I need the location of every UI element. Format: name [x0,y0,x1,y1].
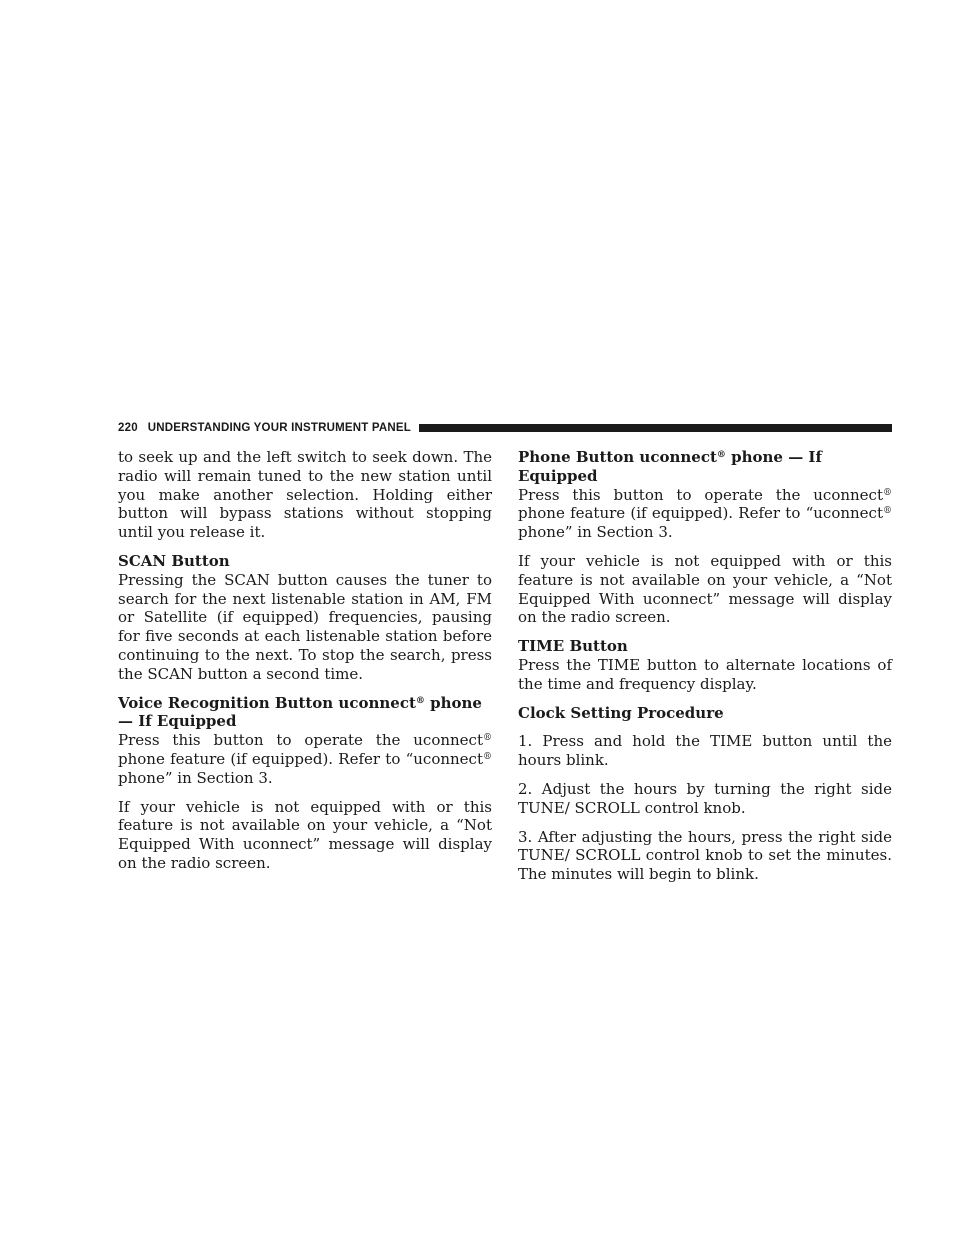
page-number: 220 [118,422,138,434]
time-paragraph: Press the TIME button to alternate locations of the time and frequency display. [518,655,892,693]
section-title: UNDERSTANDING YOUR INSTRUMENT PANEL [147,422,411,434]
scan-paragraph: Pressing the SCAN button causes the tuner to search for the next listenable station in AM, FM or Satellite (if equipped) frequencies, pausing for five seconds at each listenable station before continuing to the next. To stop the search, press the SCAN button a second time. [118,570,492,683]
intro-paragraph: to seek up and the left switch to seek down. The radio will remain tuned to the new station until you make another selection. Holding either button will bypass stations without stopping until you release it. [118,448,492,542]
header-rule [419,424,892,432]
voice-paragraph: Press this button to operate the uconnect® phone feature (if equipped). Refer to “uconnect® phone” in Section 3. [118,731,492,787]
right-column [518,448,892,894]
scan-heading: SCAN Button [118,551,230,570]
voice-heading: Voice Recognition Button uconnect® phone — If Equipped [118,693,482,731]
phone-paragraph: Press this button to operate the uconnect® phone feature (if equipped). Refer to “uconnect® phone” in Section 3. [518,485,892,542]
clock-heading: Clock Setting Procedure [518,703,724,722]
phone-heading: Phone Button uconnect® phone — If Equipped [518,448,822,485]
page-header [118,419,892,437]
clock-step-1: 1. Press and hold the TIME button until the hours blink. [518,732,892,770]
phone-not-equipped-paragraph: If your vehicle is not equipped with or this feature is not available on your vehicle, a “Not Equipped With uconnect” message will display on the radio screen. [518,551,892,627]
voice-not-equipped-paragraph: If your vehicle is not equipped with or this feature is not available on your vehicle, a “Not Equipped With uconnect” message will display on the radio screen. [118,797,492,872]
time-heading: TIME Button [518,637,628,656]
left-column [118,448,492,883]
clock-step-3: 3. After adjusting the hours, press the right side TUNE/ SCROLL control knob to set the minutes. The minutes will begin to blink. [518,827,892,884]
clock-step-2: 2. Adjust the hours by turning the right side TUNE/ SCROLL control knob. [518,779,892,817]
